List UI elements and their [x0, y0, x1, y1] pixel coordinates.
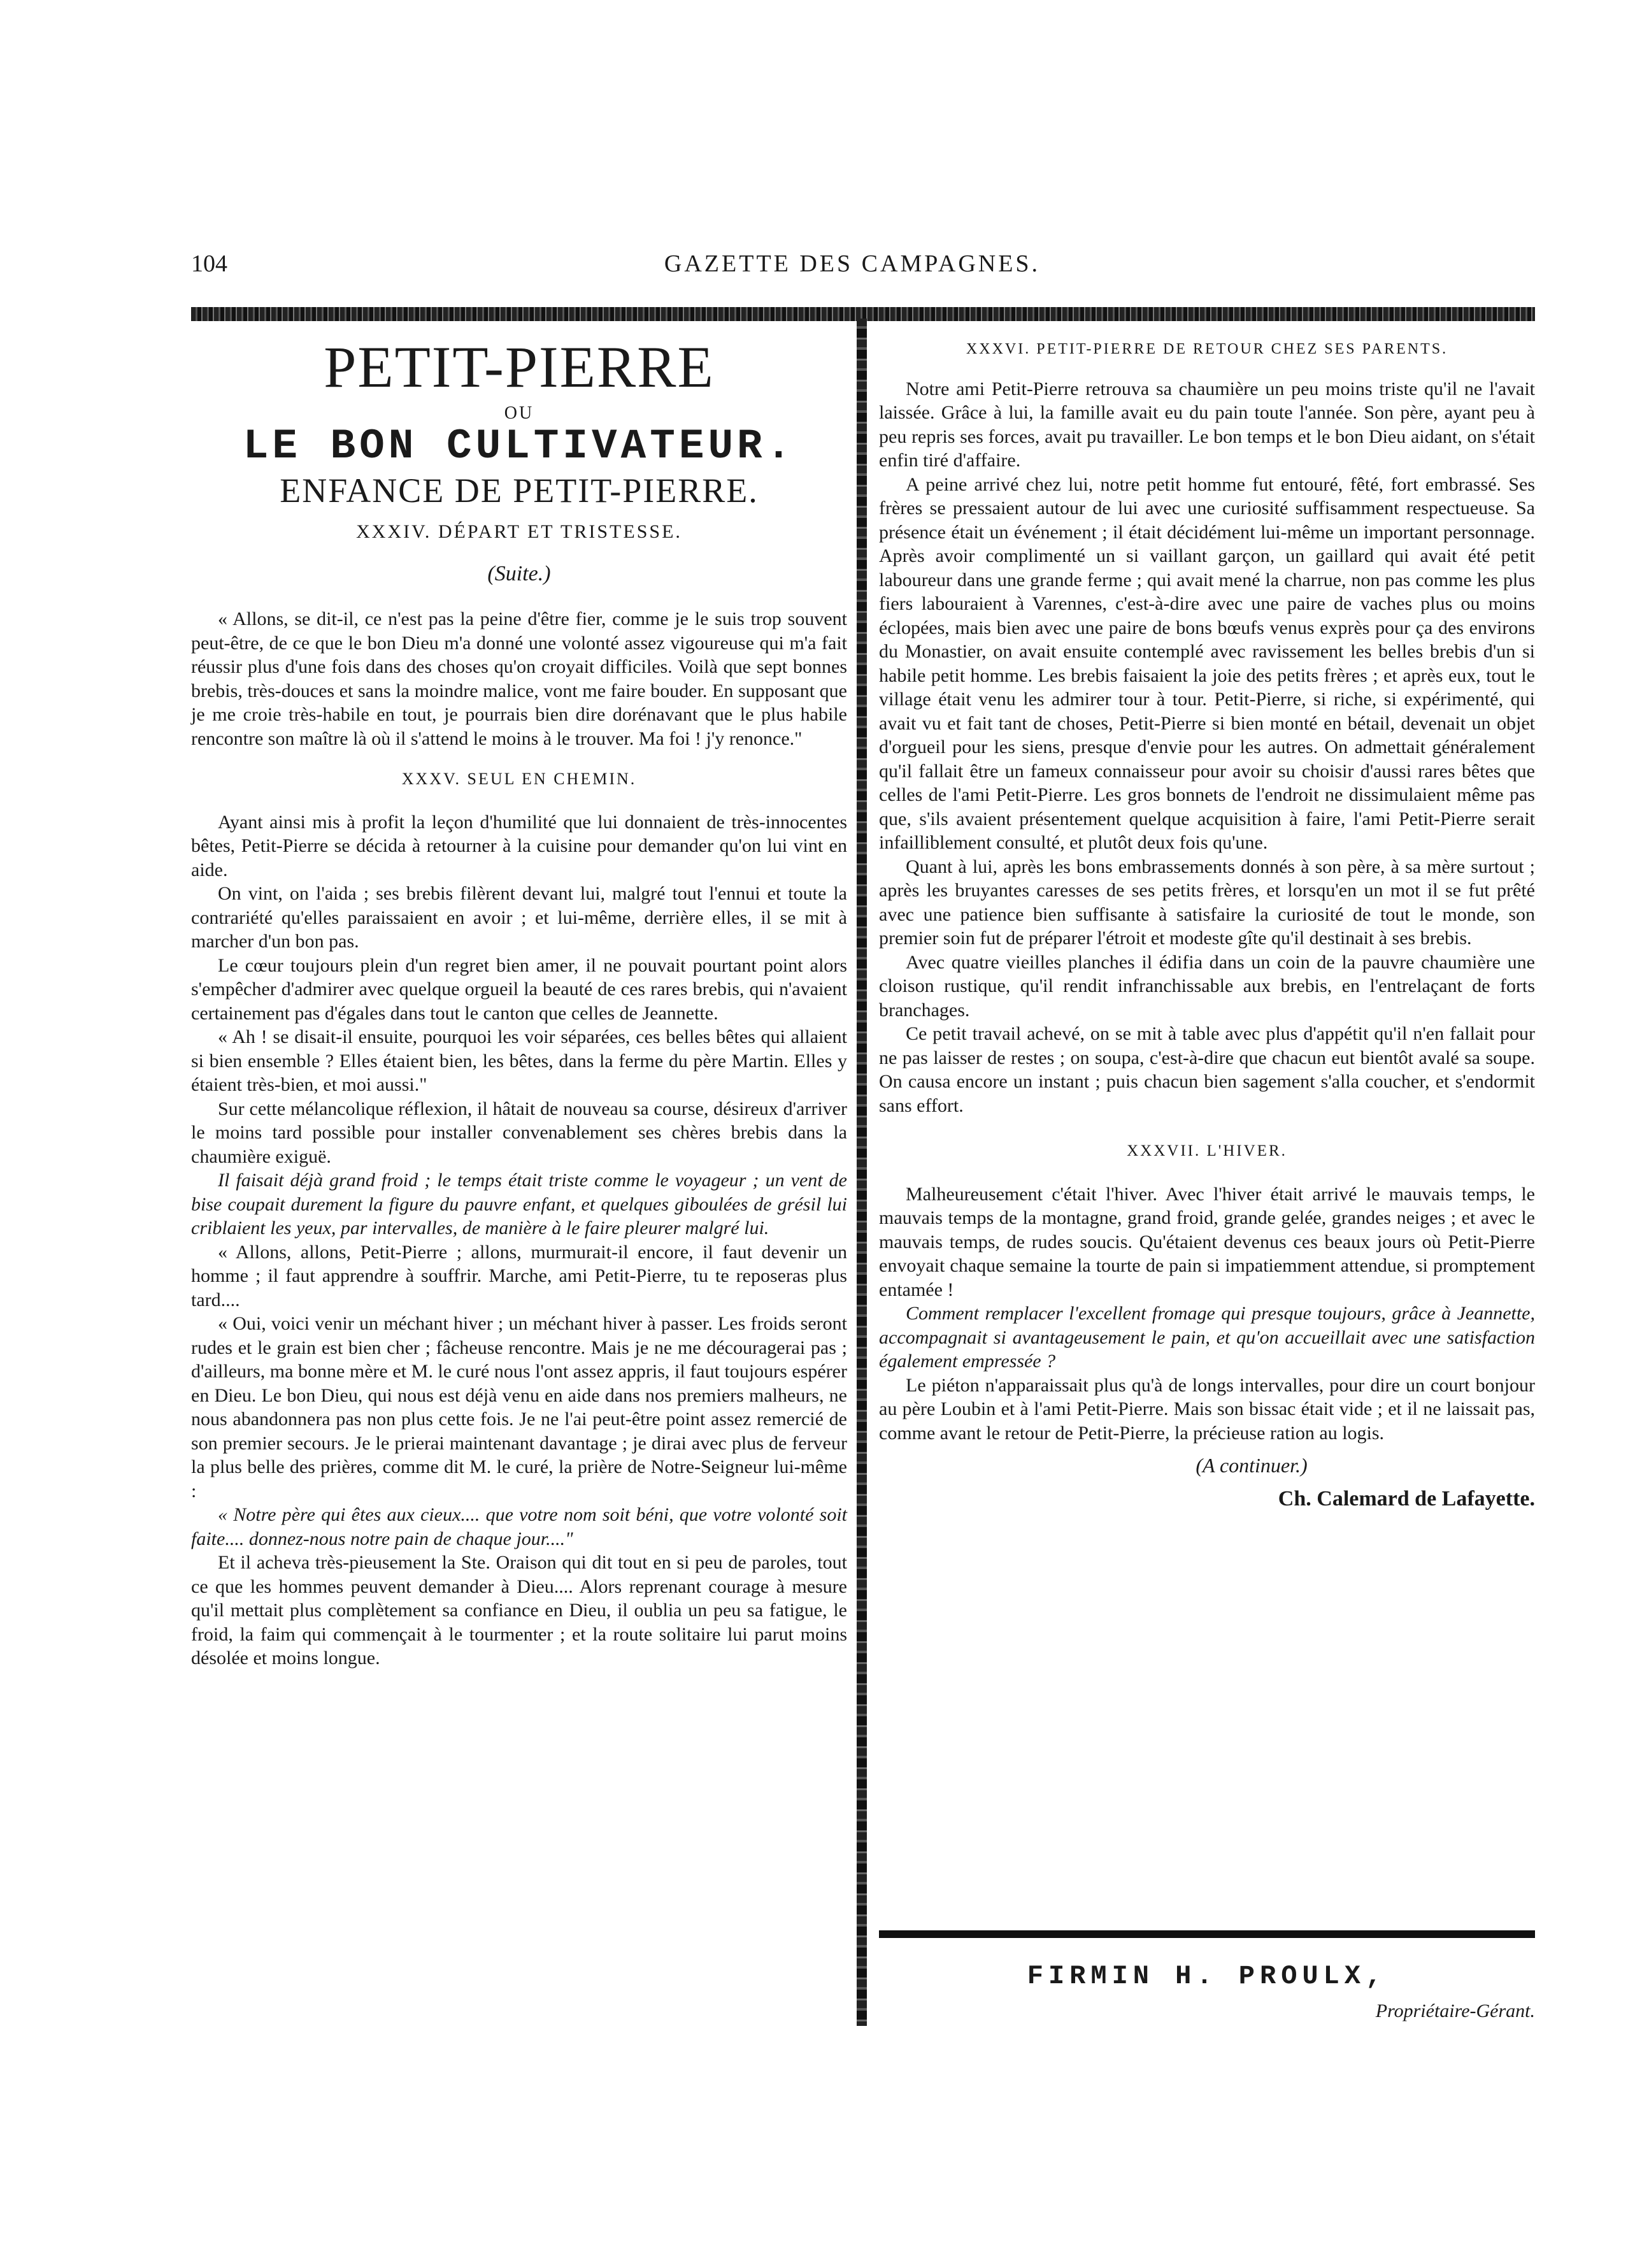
running-title: GAZETTE DES CAMPAGNES.	[664, 250, 1041, 277]
publisher-role: Propriétaire-Gérant.	[1375, 2000, 1535, 2021]
paragraph: « Oui, voici venir un méchant hiver ; un méchant hiver à passer. Les froids seront rudes et le grain est bien cher ; fâcheuse rencontre. Mais je ne me découragerai pas ; d'ailleurs, ma bonne mère et M. le curé nous l'ont assez appris, il faut toujours espérer en Dieu. Le bon Dieu, qui nous est déjà venu en aide dans nos premiers malheurs, ne nous abandonnera pas non plus cette fois. Je ne l'ai peut-être point assez remercié de son premier secours. Je le prierai maintenant davantage ; je dirai avec plus de ferveur la plus belle des prières, comme dit M. le curé, la prière de Notre-Seigneur lui-même :	[191, 1313, 847, 1502]
chapter-heading-35: XXXV. SEUL EN CHEMIN.	[401, 770, 637, 789]
chapter-heading-37: XXXVII. L'HIVER.	[1127, 1142, 1287, 1159]
paragraph: Il faisait déjà grand froid ; le temps était triste comme le voyageur ; un vent de bise coupait durement la figure du pauvre enfant, et quelques giboulées de grésil lui criblaient les yeux, par intervalles, de manière à le faire pleurer malgré lui.	[191, 1170, 847, 1239]
chapter-heading-34: XXXIV. DÉPART ET TRISTESSE.	[356, 521, 682, 543]
page-number: 104	[191, 250, 227, 277]
paragraph: Le cœur toujours plein d'un regret bien amer, il ne pouvait pourtant point alors s'empêcher d'admirer avec quelque orgueil la beauté de ces rares brebis, qui n'avaient certainement pas d'égales dans tout le canton que celles de Jeannette.	[191, 954, 847, 1024]
story-title: PETIT-PIERRE	[324, 334, 715, 399]
paragraph: « Notre père qui êtes aux cieux.... que votre nom soit béni, que votre volonté soit faite.... donnez-nous notre pain de chaque jour...."	[191, 1504, 847, 1549]
paragraph: Comment remplacer l'excellent fromage qui presque toujours, grâce à Jeannette, accompagnait si avantageusement le pain, et qu'on accueillait avec une satisfaction également empressée ?	[879, 1303, 1535, 1372]
paragraph: On vint, on l'aida ; ses brebis filèrent devant lui, malgré tout l'ennui et toute la contrariété qu'elles paraissaient en avoir ; et lui-même, derrière elles, il se mit à marcher d'un bon pas.	[191, 883, 847, 952]
column-divider	[857, 319, 867, 2026]
paragraph: Notre ami Petit-Pierre retrouva sa chaumière un peu moins triste qu'il ne l'avait laissée. Grâce à lui, la famille avait eu du pain toute l'année. Son père, ayant peu à peu repris ses forces, avait pu travailler. Le bon temps et le bon Dieu aidant, on s'était enfin tiré d'affaire.	[879, 378, 1535, 471]
author-signature: Ch. Calemard de Lafayette.	[1278, 1486, 1535, 1511]
suite-label: (Suite.)	[487, 561, 551, 585]
continuation-note: (A continuer.)	[1196, 1454, 1308, 1477]
story-part-title: ENFANCE DE PETIT-PIERRE.	[280, 471, 759, 510]
paragraph: Quant à lui, après les bons embrassements donnés à son père, à sa mère surtout ; après les bruyantes caresses de ses petits frères, et lorsqu'en un mot il se fut prêté avec une patience bien suffisante à satisfaire la curiosité de tout le monde, son premier soin fut de préparer l'étroit et modeste gîte qu'il destinait à ses brebis.	[879, 856, 1535, 949]
paragraph: Sur cette mélancolique réflexion, il hâtait de nouveau sa course, désireux d'arriver le moins tard possible pour installer convenablement ses chères brebis dans la chaumière exiguë.	[191, 1098, 847, 1167]
paragraph: « Ah ! se disait-il ensuite, pourquoi les voir séparées, ces belles bêtes qui allaient si bien ensemble ? Elles étaient bien, les bêtes, dans la ferme du père Martin. Elles y étaient très-bien, et moi aussi."	[191, 1026, 847, 1096]
paragraph: « Allons, allons, Petit-Pierre ; allons, murmurait-il encore, il faut devenir un homme ; il faut apprendre à souffrir. Marche, ami Petit-Pierre, tu te reposeras plus tard....	[191, 1241, 847, 1310]
footer-rule	[879, 1930, 1535, 1938]
paragraph: Ce petit travail achevé, on se mit à table avec plus d'appétit qu'il n'en fallait pour ne pas laisser de restes ; on soupa, c'est-à-dire que chacun eut bientôt avalé sa soupe. On causa encore un instant ; puis chacun bien sagement s'alla coucher, et s'endormit sans effort.	[879, 1023, 1535, 1116]
publisher-name: FIRMIN H. PROULX,	[1027, 1961, 1387, 1992]
paragraph: A peine arrivé chez lui, notre petit homme fut entouré, fêté, fort embrassé. Ses frères se pressaient autour de lui avec une curiosité suffisamment respectueuse. Sa présence était un événement ; il était décidément lui-même un important personnage. Après avoir complimenté un si vaillant garçon, un gaillard qui avait été petit laboureur dans une grande ferme ; qui avait mené la charrue, non pas comme les plus fiers labouraient à Varennes, c'est-à-dire avec une paire de vaches plus ou moins éclopées, mais bien avec une paire de bons bœufs venus exprès pour ça des environs du Monastier, on avait ensuite contemplé avec ravissement les belles brebis d'un si habile petit homme. Les brebis faisaient la joie des petits frères ; et après eux, tout le village était venu les admirer tour à tour. Petit-Pierre, si riche, si expérimenté, qui avait vu et fait tant de choses, Petit-Pierre si bien monté en bétail, devenait un objet d'orgueil pour les siens, presque d'envie pour les autres. On admettait généralement qu'il fallait être un fameux connaisseur pour avoir su choisir d'aussi rares bêtes que celles de l'ami Petit-Pierre. Les gros bonnets de l'endroit ne dissimulaient même pas que, s'ils avaient présentement quelque acquisition à faire, l'ami Petit-Pierre serait infailliblement consulté, et plutôt deux fois qu'une.	[879, 473, 1535, 853]
paragraph: Malheureusement c'était l'hiver. Avec l'hiver était arrivé le mauvais temps, le mauvais temps de la montagne, grand froid, grande gelée, grandes neiges ; et avec le mauvais temps, de rudes soucis. Qu'étaient devenus ces beaux jours où Petit-Pierre envoyait chaque semaine la tourte de pain si impatiemment attendue, si promptement entamée !	[879, 1183, 1535, 1300]
paragraph: Avec quatre vieilles planches il édifia dans un coin de la pauvre chaumière une cloison rustique, qu'il rendit infranchissable aux brebis, en l'entrelaçant de forts branchages.	[879, 951, 1535, 1021]
paragraph: « Allons, se dit-il, ce n'est pas la peine d'être fier, comme je le suis trop souvent peut-être, de ce que le bon Dieu m'a donné une volonté assez vigoureuse qui m'a fait réussir plus d'une fois dans des choses qu'on croyait difficiles. Voilà que sept bonnes brebis, très-douces et sans la moindre malice, vont me faire bouder. En supposant que je me croie très-habile en tout, je pourrais bien dire dorénavant que le plus habile rencontre son maître là où il s'attend le moins à le trouver. Ma foi ! j'y renonce."	[191, 608, 847, 749]
left-column	[191, 325, 847, 1670]
chapter-heading-36: XXXVI. PETIT-PIERRE DE RETOUR CHEZ SES PARENTS.	[966, 341, 1448, 357]
right-column	[879, 325, 1535, 1511]
story-ou: OU	[504, 403, 534, 423]
paragraph: Le piéton n'apparaissait plus qu'à de longs intervalles, pour dire un court bonjour au père Loubin et à l'ami Petit-Pierre. Mais son bissac était vide ; et il ne laissait pas, comme avant le retour de Petit-Pierre, la précieuse ration au logis.	[879, 1374, 1535, 1444]
paragraph: Et il acheva très-pieusement la Ste. Oraison qui dit tout en si peu de paroles, tout ce que les hommes peuvent demander à Dieu.... Alors reprenant courage à mesure qu'il mettait plus complètement sa confiance en Dieu, il oublia un peu sa fatigue, le froid, la faim qui commençait à le tourmenter ; et la route solitaire lui parut moins désolée et moins longue.	[191, 1552, 847, 1669]
paragraph: Ayant ainsi mis à profit la leçon d'humilité que lui donnaient de très-innocentes bêtes, Petit-Pierre se décida à retourner à la cuisine pour demander qu'on lui vint en aide.	[191, 811, 847, 880]
story-subtitle: LE BON CULTIVATEUR.	[243, 422, 796, 470]
